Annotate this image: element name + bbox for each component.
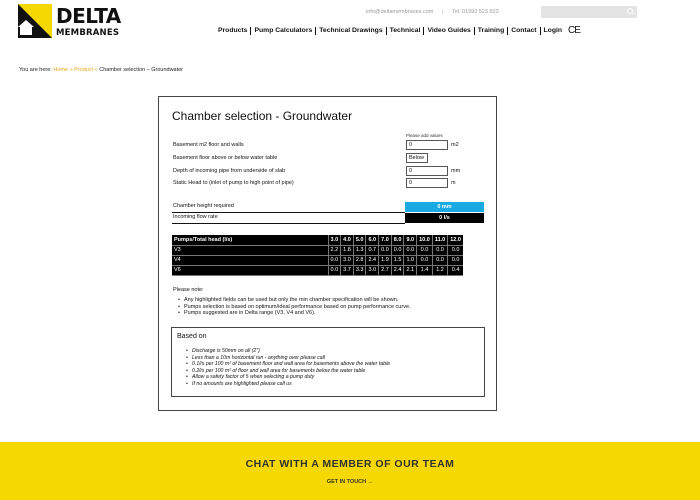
flow-cell: 0.0	[391, 245, 404, 255]
flow-cell: 0.0	[328, 265, 341, 275]
flow-cell: 1.4	[417, 265, 433, 275]
head-cell: 4.0	[341, 235, 354, 245]
head-cell: 8.0	[391, 235, 404, 245]
please-add-label: Please add values	[406, 133, 443, 138]
notes-list	[184, 297, 411, 317]
list-item: • If no amounts are highlighted please call us	[192, 381, 390, 388]
flow-rate-value: 0 l/s	[405, 213, 484, 223]
unit-m: m	[451, 180, 456, 186]
table-row	[172, 265, 463, 275]
head-cell: 5.0	[353, 235, 366, 245]
nav-technical-drawings[interactable]: Technical Drawings	[319, 27, 383, 34]
notes-title: Please note:	[173, 287, 204, 293]
breadcrumb-product[interactable]: Product	[74, 67, 94, 73]
list-item: • 0.2l/s per 100 m² of floor and wall area for basements below the water table	[192, 368, 390, 375]
flow-cell: 3.3	[353, 265, 366, 275]
list-item: • Any highlighted fields can be used but only the min chamber specification will be shown.	[184, 297, 411, 304]
head-cell: 9.0	[404, 235, 417, 245]
field-label-static-head: Static Head to (inlet of pump to high point of pipe)	[173, 180, 294, 186]
table-row	[172, 255, 463, 265]
based-on-title: Based on	[177, 333, 207, 340]
pump-name: V4	[172, 255, 328, 265]
logo-sub: MEMBRANES	[56, 28, 120, 38]
nav-pump-calculators[interactable]: Pump Calculators	[254, 27, 313, 34]
flow-cell: 3.0	[341, 255, 354, 265]
breadcrumb-prefix: You are here:	[19, 67, 52, 73]
flow-cell: 0.0	[417, 255, 433, 265]
flow-cell: 2.4	[366, 255, 379, 265]
list-item: • 0.1l/s per 100 m² of basement floor and wall area for basements above the water table	[192, 361, 390, 368]
page-title: Chamber selection - Groundwater	[172, 109, 353, 123]
pipe-depth-input[interactable]	[406, 166, 448, 176]
head-cell: 11.0	[432, 235, 447, 245]
list-item: • Pumps suggested are in Delta range (V3, V4 and V6).	[184, 310, 411, 317]
flow-cell: 0.0	[379, 245, 392, 255]
field-label-depth: Depth of incoming pipe from underside of slab	[173, 168, 286, 174]
head-cell: 6.0	[366, 235, 379, 245]
water-table-select[interactable]: Below	[406, 153, 428, 163]
logo-name: DELTA	[56, 4, 121, 28]
top-contact: info@deltamembranes.com | Tel. 01992 523 523	[366, 9, 499, 15]
logo-mark-icon	[18, 4, 52, 38]
static-head-input[interactable]	[406, 178, 448, 188]
pump-name: V3	[172, 245, 328, 255]
flow-cell: 3.7	[341, 265, 354, 275]
flow-rate-label: Incoming flow rate	[173, 214, 218, 220]
nav-login[interactable]: Login	[543, 27, 563, 34]
flow-cell: 2.1	[404, 265, 417, 275]
search-input[interactable]	[541, 6, 637, 18]
list-item: • Allow a safety factor of 5 when selecting a pump duty	[192, 374, 390, 381]
get-in-touch-link[interactable]: GET IN TOUCH →	[326, 479, 374, 485]
pump-table	[172, 235, 463, 276]
flow-cell: 3.0	[366, 265, 379, 275]
email-link[interactable]: info@deltamembranes.com	[366, 9, 434, 15]
calculator-panel	[158, 96, 497, 411]
nav-contact[interactable]: Contact	[511, 27, 537, 34]
unit-m2: m2	[451, 142, 459, 148]
breadcrumb: You are here: Home » Product » Chamber selection – Groundwater	[19, 67, 184, 73]
flow-cell: 2.8	[353, 255, 366, 265]
field-label-water-table: Basement floor above or below water table	[173, 155, 278, 161]
phone-link[interactable]: Tel. 01992 523 523	[451, 9, 499, 15]
unit-mm: mm	[451, 168, 461, 174]
flow-cell: 2.7	[379, 265, 392, 275]
breadcrumb-home[interactable]: Home	[53, 67, 69, 73]
main-nav	[216, 25, 580, 36]
head-cell: 12.0	[448, 235, 463, 245]
pump-name: V6	[172, 265, 328, 275]
flow-cell: 1.3	[353, 245, 366, 255]
flow-cell: 1.8	[341, 245, 354, 255]
flow-cell: 0.0	[404, 245, 417, 255]
chamber-height-value: 0 mm	[405, 202, 484, 212]
basement-area-input[interactable]	[406, 140, 448, 150]
delta-logo[interactable]	[18, 4, 121, 38]
flow-cell: 2.2	[328, 245, 341, 255]
head-cell: 7.0	[379, 235, 392, 245]
flow-cell: 0.0	[432, 245, 447, 255]
nav-technical[interactable]: Technical	[389, 27, 421, 34]
list-item: • Pumps selection is based on optimum/ideal performance based on pump performance curve.	[184, 304, 411, 311]
flow-cell: 1.2	[432, 265, 447, 275]
based-on-list	[192, 348, 390, 387]
nav-products[interactable]: Products	[218, 27, 248, 34]
chat-title: CHAT WITH A MEMBER OF OUR TEAM	[245, 458, 455, 470]
flow-cell: 1.9	[379, 255, 392, 265]
table-row	[172, 245, 463, 255]
nav-training[interactable]: Training	[477, 27, 505, 34]
based-on-box	[171, 327, 485, 397]
flow-cell: 0.4	[448, 265, 463, 275]
flow-cell: 0.7	[366, 245, 379, 255]
nav-video-guides[interactable]: Video Guides	[427, 27, 471, 34]
flow-cell: 1.5	[391, 255, 404, 265]
flow-cell: 0.0	[448, 245, 463, 255]
ce-mark-icon: CE	[568, 25, 580, 36]
search-icon[interactable]	[627, 8, 633, 14]
breadcrumb-current: Chamber selection – Groundwater	[99, 67, 184, 73]
flow-cell: 1.0	[404, 255, 417, 265]
flow-cell: 0.0	[328, 255, 341, 265]
head-cell: 10.0	[417, 235, 433, 245]
list-item: • Discharge is 50mm on all (2")	[192, 348, 390, 355]
field-label-area: Basement m2 floor and walls	[173, 142, 244, 148]
table-header-row	[172, 235, 463, 245]
list-item: • Less than a 10m horizontal run - anything over please call	[192, 355, 390, 362]
flow-cell: 2.4	[391, 265, 404, 275]
table-header-label: Pumps/Total head (l/s)	[172, 235, 328, 245]
chamber-height-label: Chamber height required	[173, 203, 234, 209]
chat-footer	[0, 442, 700, 500]
flow-cell: 0.0	[448, 255, 463, 265]
flow-cell: 0.0	[432, 255, 447, 265]
head-cell: 3.0	[328, 235, 341, 245]
flow-cell: 0.0	[417, 245, 433, 255]
